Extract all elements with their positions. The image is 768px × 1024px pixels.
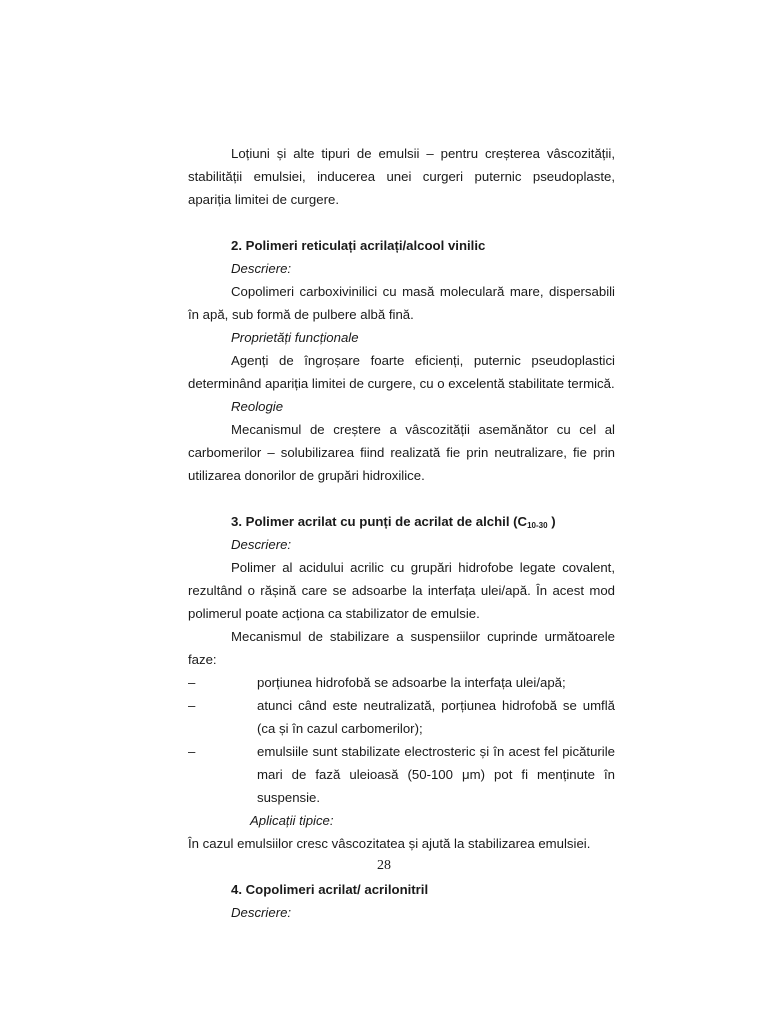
section-3-descriere-text: Polimer al acidului acrilic cu grupări hidrofobe legate covalent, rezultând o rășină care se adsoarbe la interfața ulei/apă. În acest mod polimerul poate acționa ca stabilizator de emulsie. bbox=[188, 560, 615, 621]
list-item bbox=[188, 694, 615, 740]
section-2-reologie-label: Reologie bbox=[231, 399, 284, 414]
intro-paragraph: Loțiuni și alte tipuri de emulsii – pentru creșterea vâscozității, stabilității emulsiei, inducerea unei curgeri puternic pseudoplaste, apariția limitei de curgere. bbox=[188, 146, 615, 207]
list-item bbox=[188, 671, 615, 694]
dash-bullet: – bbox=[188, 675, 196, 690]
section-2-descriere-text: Copolimeri carboxivinilici cu masă moleculară mare, dispersabili în apă, sub formă de pulbere albă fină. bbox=[188, 284, 615, 322]
dash-bullet: – bbox=[188, 698, 196, 713]
section-2-heading: 2. Polimeri reticulați acrilați/alcool vinilic bbox=[231, 238, 486, 253]
document-body bbox=[188, 142, 615, 924]
section-4-descriere-label: Descriere: bbox=[231, 905, 292, 920]
list-item-text: porțiunea hidrofobă se adsoarbe la interfața ulei/apă; bbox=[257, 675, 566, 690]
list-item bbox=[188, 740, 615, 809]
section-2-proprietati-text: Agenți de îngroșare foarte eficienți, puternic pseudoplastici determinând apariția limitei de curgere, cu o excelentă stabilitate termică. bbox=[188, 353, 615, 391]
section-2-proprietati-label: Proprietăți funcționale bbox=[231, 330, 359, 345]
section-3-heading-main: 3. Polimer acrilat cu punți de acrilat de alchil (C bbox=[231, 514, 528, 529]
section-2-descriere-label: Descriere: bbox=[231, 261, 292, 276]
section-3-phase-list bbox=[188, 671, 615, 809]
section-3-aplicatii-text: În cazul emulsiilor cresc vâscozitatea și ajută la stabilizarea emulsiei. bbox=[188, 836, 591, 851]
section-3-heading-subscript: 10-30 bbox=[527, 521, 548, 530]
list-item-text: emulsiile sunt stabilizate electrosteric și în acest fel picăturile mari de fază uleioasă (50-100 μm) pot fi menținute în suspensie. bbox=[257, 744, 615, 805]
section-3-aplicatii-label: Aplicații tipice: bbox=[250, 813, 334, 828]
dash-bullet: – bbox=[188, 744, 196, 759]
section-3-heading bbox=[188, 510, 615, 533]
section-4-heading: 4. Copolimeri acrilat/ acrilonitril bbox=[231, 882, 429, 897]
page-number: 28 bbox=[377, 858, 391, 873]
section-3-descriere-label: Descriere: bbox=[231, 537, 292, 552]
section-2-reologie-text: Mecanismul de creștere a vâscozității asemănător cu cel al carbomerilor – solubilizarea fiind realizată fie prin neutralizare, fie prin utilizarea donorilor de grupări hidroxilice. bbox=[188, 422, 615, 483]
section-3-heading-end: ) bbox=[547, 514, 556, 529]
section-3-mecanism-text: Mecanismul de stabilizare a suspensiilor cuprinde următoarele faze: bbox=[188, 629, 615, 667]
list-item-text: atunci când este neutralizată, porțiunea hidrofobă se umflă (ca și în cazul carbomerilor); bbox=[257, 698, 615, 736]
